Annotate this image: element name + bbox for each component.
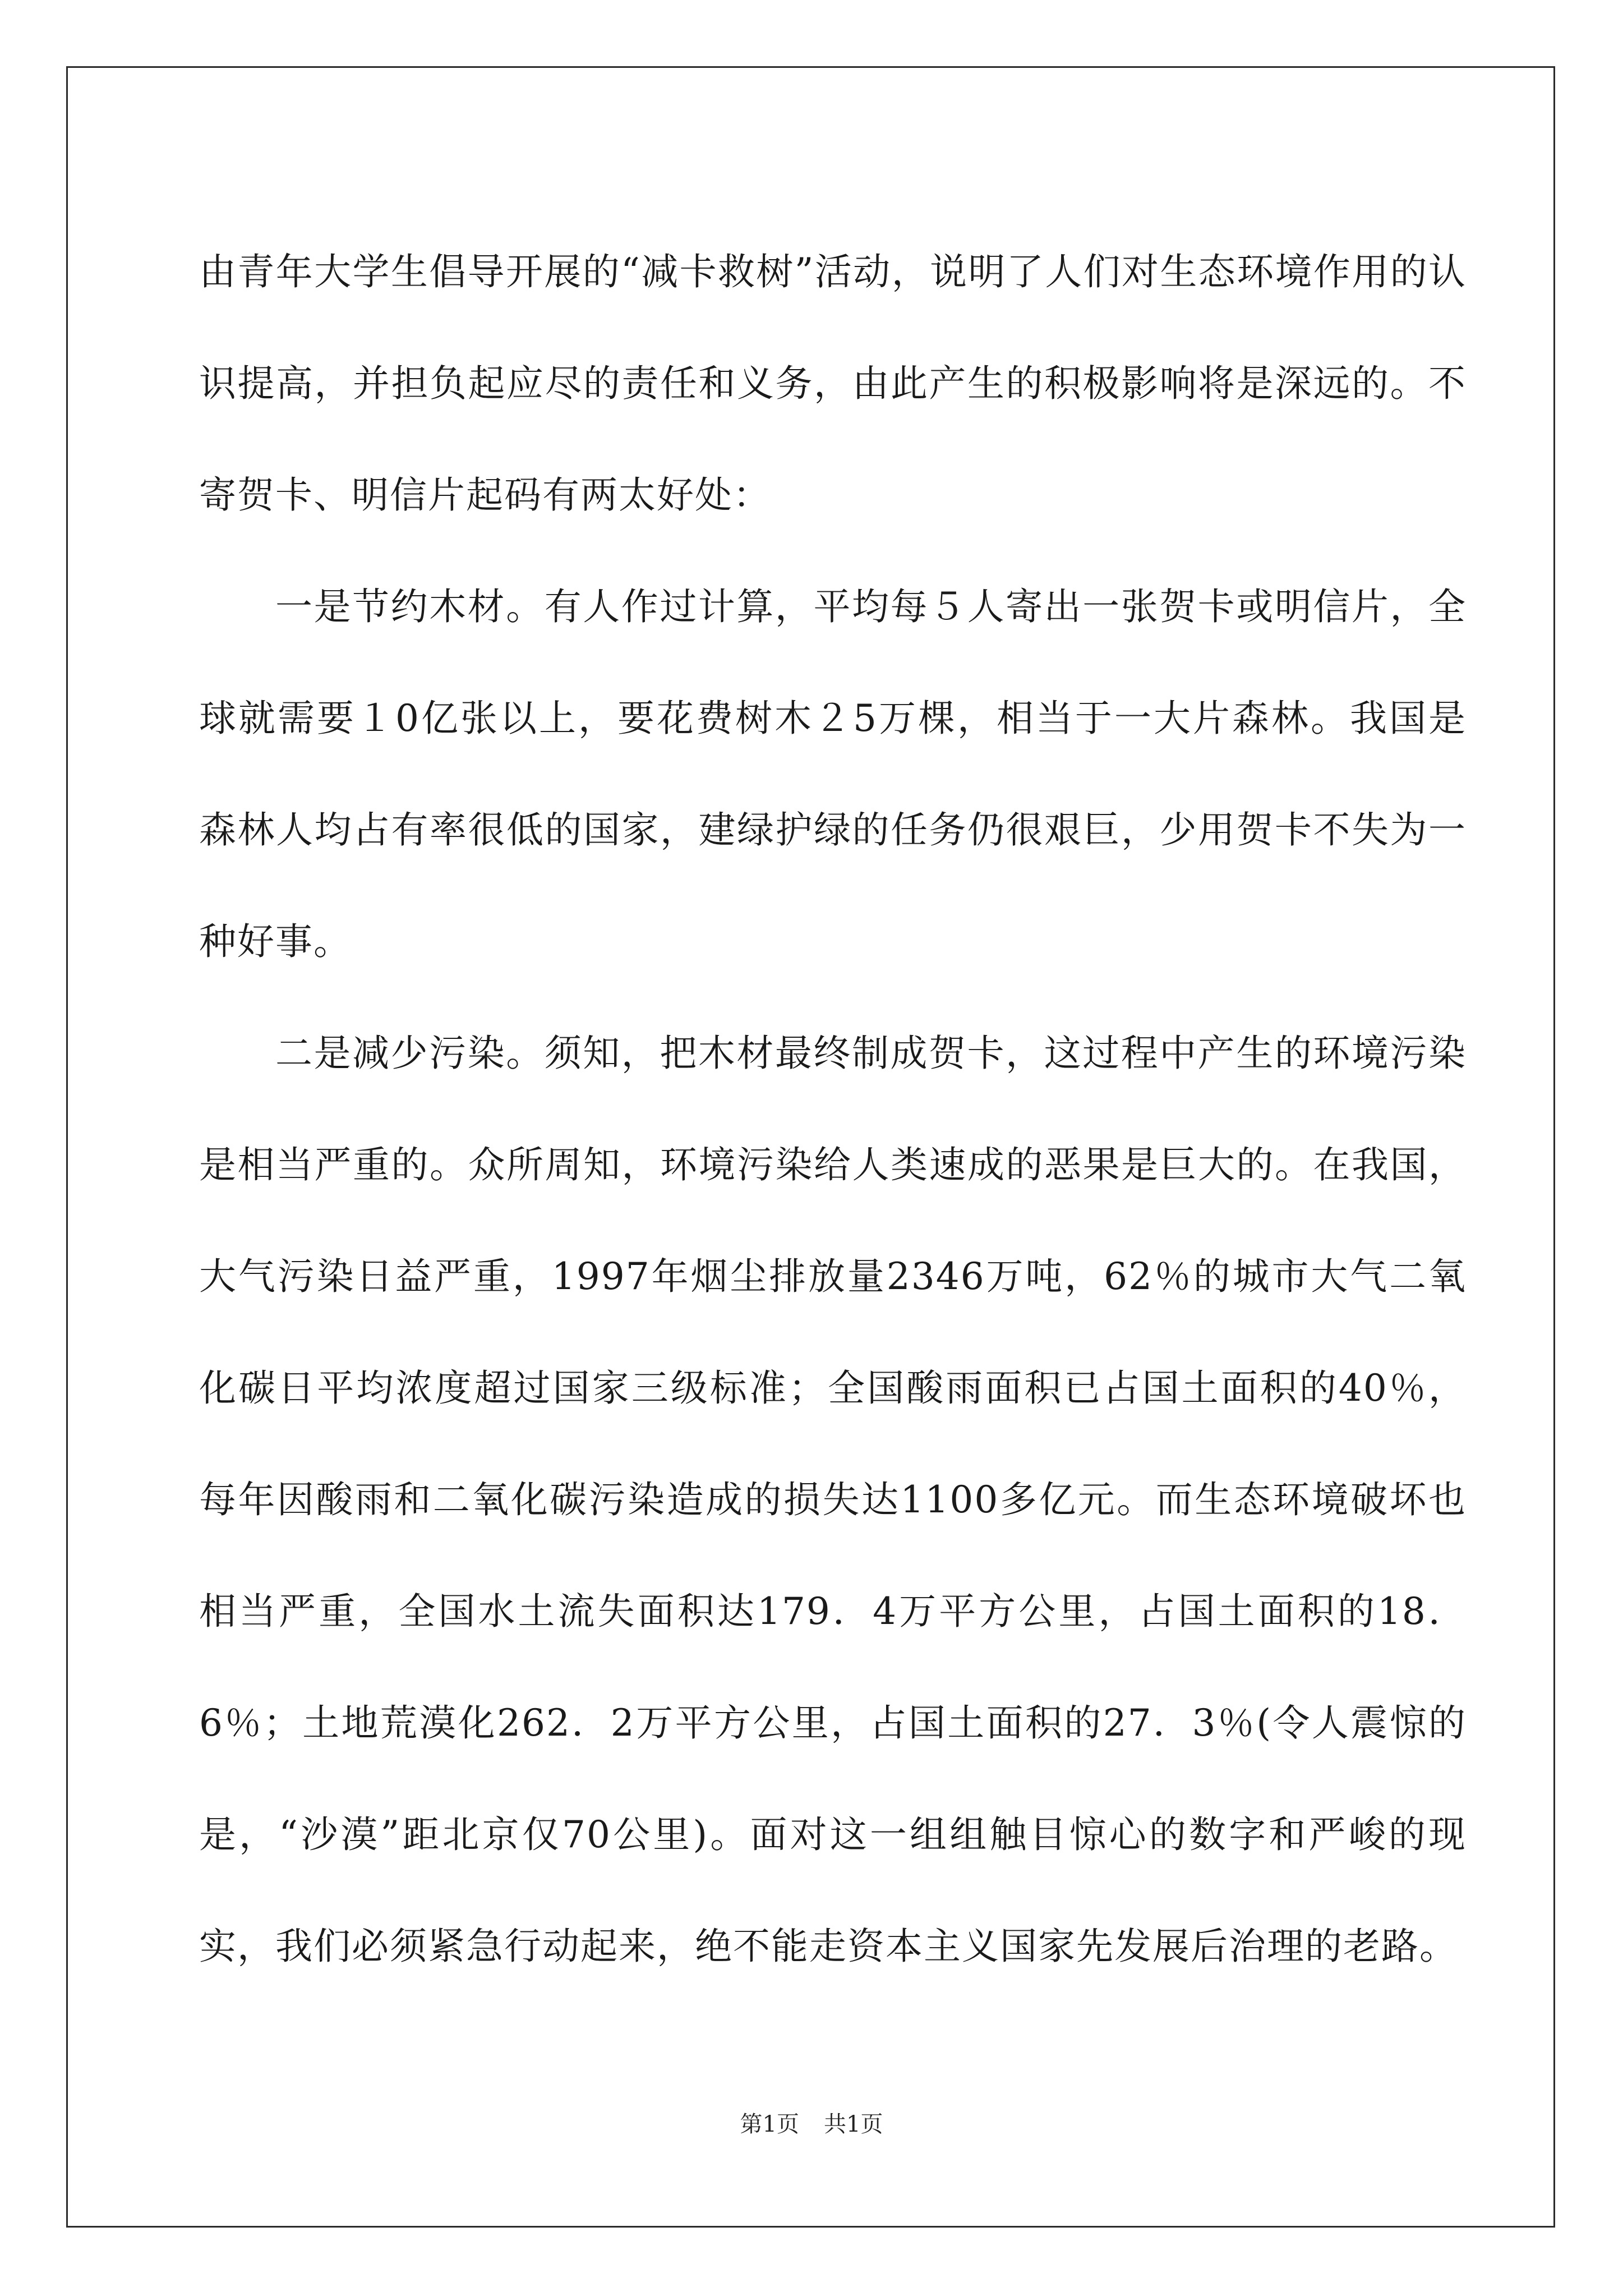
page-number: 第1页 — [740, 2111, 799, 2137]
paragraph-intro: 由青年大学生倡导开展的“减卡救树”活动，说明了人们对生态环境作用的认识提高，并担负起应尽的责任和义务，由此产生的积极影响将是深远的。不寄贺卡、明信片起码有两太好处： — [199, 250, 1467, 517]
paragraph-save-wood: 一是节约木材。有人作过计算，平均每５人寄出一张贺卡或明信片，全球就需要１0亿张以上，要花费树木２5万棵，相当于一大片森林。我国是森林人均占有率很低的国家，建绿护绿的任务仍很艰巨，少用贺卡不失为一种好事。 — [199, 585, 1467, 963]
paragraph-reduce-pollution: 二是减少污染。须知，把木材最终制成贺卡，这过程中产生的环境污染是相当严重的。众所周知，环境污染给人类速成的恶果是巨大的。在我国，大气污染日益严重，1997年烟尘排放量2346万吨，62％的城市大气二氧化碳日平均浓度超过国家三级标准；全国酸雨面积已占国土面积的40％，每年因酸雨和二氧化碳污染造成的损失达1100多亿元。而生态环境破坏也相当严重，全国水土流失面积达179．4万平方公里，占国土面积的18．6％；土地荒漠化262．2万平方公里，占国土面积的27．3％(令人震惊的是，“沙漠”距北京仅70公里)。面对这一组组触目惊心的数字和严峻的现实，我们必须紧急行动起来，绝不能走资本主义国家先发展后治理的老路。 — [199, 1032, 1467, 1968]
page-footer — [0, 2106, 1623, 2138]
document-body — [199, 216, 1467, 2002]
page-total: 共1页 — [824, 2111, 883, 2137]
